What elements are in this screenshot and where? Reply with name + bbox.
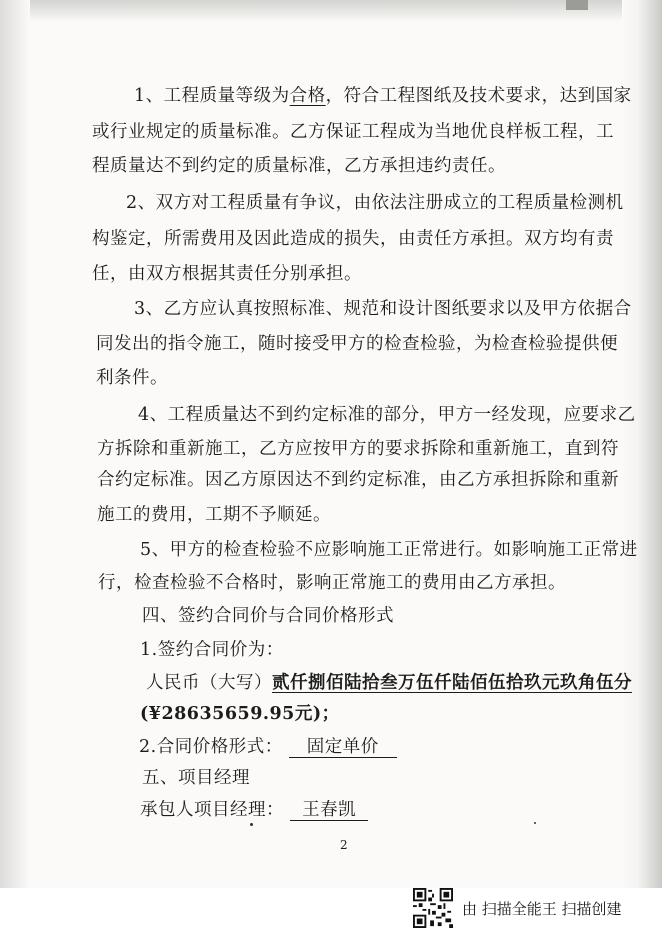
contract-price-label: 1.签约合同价为： [140, 640, 284, 660]
page-shadow-top [0, 0, 662, 22]
scanner-footer [0, 888, 662, 936]
paragraph-5-line-2: 行，检查检验不合格时，影响正常施工的费用由乙方承担。 [98, 573, 566, 593]
price-form-line [139, 735, 397, 759]
price-form-label: 2.合同价格形式： [139, 737, 283, 757]
speck [534, 822, 536, 824]
paragraph-4-line-3: 合约定标准。因乙方原因达不到约定标准，由乙方承担拆除和重新 [97, 470, 619, 490]
project-manager-label: 承包人项目经理： [140, 800, 284, 820]
page-shadow-left [0, 0, 30, 888]
amount-in-words: 贰仟捌佰陆拾叁万伍仟陆佰伍拾玖元玖角伍分 [272, 673, 632, 693]
section-4-heading: 四、签约合同价与合同价格形式 [142, 606, 394, 626]
paragraph-1-line-1 [134, 84, 632, 108]
paragraph-1-line-3: 程质量达不到约定的质量标准，乙方承担违约责任。 [92, 156, 506, 176]
quality-grade: 合格 [289, 86, 326, 106]
page-shadow-right [622, 0, 662, 888]
page-number: 2 [340, 838, 348, 852]
paragraph-5-line-1: 5、甲方的检查检验不应影响施工正常进行。如影响施工正常进 [140, 540, 638, 560]
paragraph-4-line-2: 方拆除和重新施工，乙方应按甲方的要求拆除和重新施工，直到符 [97, 439, 619, 459]
amount-numeric: (¥28635659.95元)； [140, 704, 340, 724]
amount-label: 人民币（大写） [146, 673, 272, 693]
paragraph-2-line-2: 构鉴定，所需费用及因此造成的损失，由责任方承担。双方均有责 [92, 229, 614, 249]
amount-line [146, 671, 632, 695]
paragraph-3-line-2: 同发出的指令施工，随时接受甲方的检查检验，为检查检验提供便 [96, 334, 618, 354]
paragraph-2-line-3: 任，由双方根据其责任分别承担。 [92, 264, 362, 284]
paragraph-1-line-2: 或行业规定的质量标准。乙方保证工程成为当地优良样板工程，工 [92, 122, 614, 142]
paragraph-3-line-3: 利条件。 [96, 368, 168, 388]
price-form-value: 固定单价 [289, 737, 397, 758]
section-5-heading: 五、项目经理 [142, 768, 250, 788]
project-manager-name: 王春凯 [290, 800, 368, 821]
project-manager-line [140, 798, 368, 822]
paragraph-2-line-1: 2、双方对工程质量有争议，由依法注册成立的工程质量检测机 [126, 193, 624, 213]
paragraph-3-line-1: 3、乙方应认真按照标准、规范和设计图纸要求以及甲方依据合 [134, 299, 632, 319]
paragraph-4-line-1: 4、工程质量达不到约定标准的部分，甲方一经发现，应要求乙 [138, 405, 636, 425]
qr-code-icon [413, 888, 453, 928]
text-suffix: ，符合工程图纸及技术要求，达到国家 [325, 86, 632, 106]
binding-clip-mark [566, 0, 588, 10]
speck [250, 823, 253, 826]
scanner-watermark-text: 由 扫描全能王 扫描创建 [462, 900, 622, 918]
paragraph-4-line-4: 施工的费用，工期不予顺延。 [97, 505, 331, 525]
text-prefix: 1、工程质量等级为 [134, 86, 290, 106]
